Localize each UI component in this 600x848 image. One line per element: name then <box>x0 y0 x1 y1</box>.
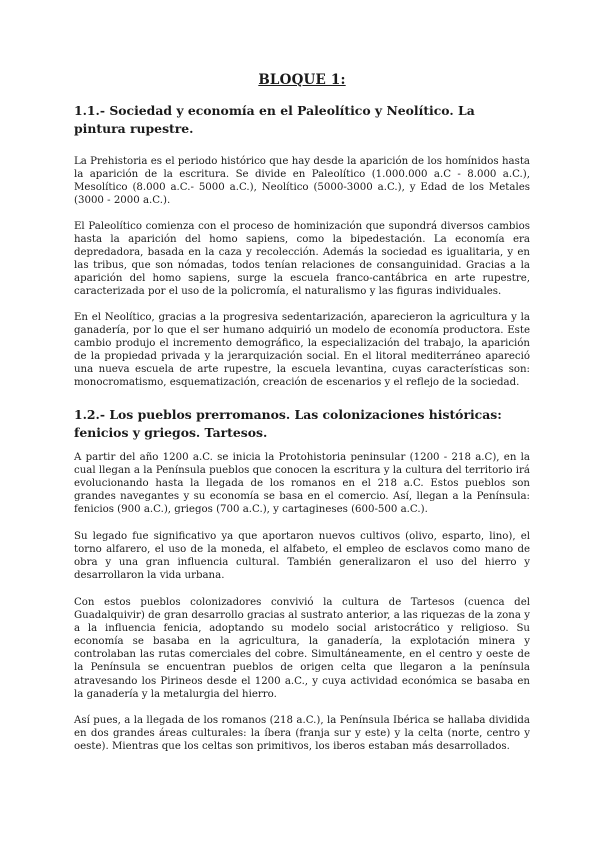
paragraph-prehistoria: La Prehistoria es el periodo histórico que hay desde la aparición de los homínidos hasta la aparición de la escritura. Se divide en Paleolítico (1.000.000 a.C - 8.000 a.C.), Mesolítico (8.000 a.C.- 5000 a.C.), Neolítico (5000-3000 a.C.), y Edad de los Metales (3000 - 2000 a.C.). <box>74 156 530 207</box>
paragraph-neolitico: En el Neolítico, gracias a la progresiva sedentarización, aparecieron la agricultura y la ganadería, por lo que el ser humano adquirió un modelo de economía productora. Este cambio produjo el incremento demográfico, la especialización del trabajo, la aparición de la propiedad privada y la jerarquización social. En el litoral mediterráneo apareció una nueva escuela de arte rupestre, la escuela levantina, cuyas características son: monocromatismo, esquematización, creación de escenarios y el reflejo de la sociedad. <box>74 312 530 389</box>
paragraph-tartesos: Con estos pueblos colonizadores convivió la cultura de Tartesos (cuenca del Guadalquivir) de gran desarrollo gracias al sustrato anterior, a las riquezas de la zona y a la influencia fenicia, adoptando su modelo social aristocrático y religioso. Su economía se basaba en la agricultura, la ganadería, la explotación minera y controlaban las rutas comerciales del cobre. Simultáneamente, en el centro y oeste de la Península se encuentran pueblos de origen celta que llegaron a la península atravesando los Pirineos desde el 1200 a.C., y cuya actividad económica se basaba en la ganadería y la metalurgia del hierro. <box>74 597 530 700</box>
section-heading-1-1: 1.1.- Sociedad y economía en el Paleolítico y Neolítico. La pintura rupestre. <box>74 103 475 136</box>
paragraph-iberos-celtas: Así pues, a la llegada de los romanos (218 a.C.), la Península Ibérica se hallaba dividida en dos grandes áreas culturales: la íbera (franja sur y este) y la celta (norte, centro y oeste). Mientras que los celtas son primitivos, los iberos estaban más desarrollados. <box>74 715 530 753</box>
page-title: BLOQUE 1: <box>258 72 346 88</box>
paragraph-protohistoria: A partir del año 1200 a.C. se inicia la Protohistoria peninsular (1200 - 218 a.C), en la cual llegan a la Península pueblos que conocen la escritura y la cultura del territorio irá evolucionando hasta la llegada de los romanos en el 218 a.C. Estos pueblos son grandes navegantes y su economía se basa en el comercio. Así, llegan a la Península: fenicios (900 a.C.), griegos (700 a.C.), y cartagineses (600-500 a.C.). <box>74 452 530 516</box>
paragraph-legado: Su legado fue significativo ya que aportaron nuevos cultivos (olivo, esparto, lino), el torno alfarero, el uso de la moneda, el alfabeto, el empleo de esclavos como mano de obra y una gran influencia cultural. También generalizaron el uso del hierro y desarrollaron la vida urbana. <box>74 531 530 582</box>
section-heading-1-2: 1.2.- Los pueblos prerromanos. Las colonizaciones históricas: fenicios y griegos. Tartesos. <box>74 407 502 440</box>
paragraph-paleolitico: El Paleolítico comienza con el proceso de hominización que supondrá diversos cambios hasta la aparición del homo sapiens, como la bipedestación. La economía era depredadora, basada en la caza y recolección. Además la sociedad es igualitaria, y en las tribus, que son nómadas, todos tenían relaciones de consanguinidad. Gracias a la aparición del homo sapiens, surge la escuela franco-cantábrica en arte rupestre, caracterizada por el uso de la policromía, el naturalismo y las figuras individuales. <box>74 221 530 298</box>
